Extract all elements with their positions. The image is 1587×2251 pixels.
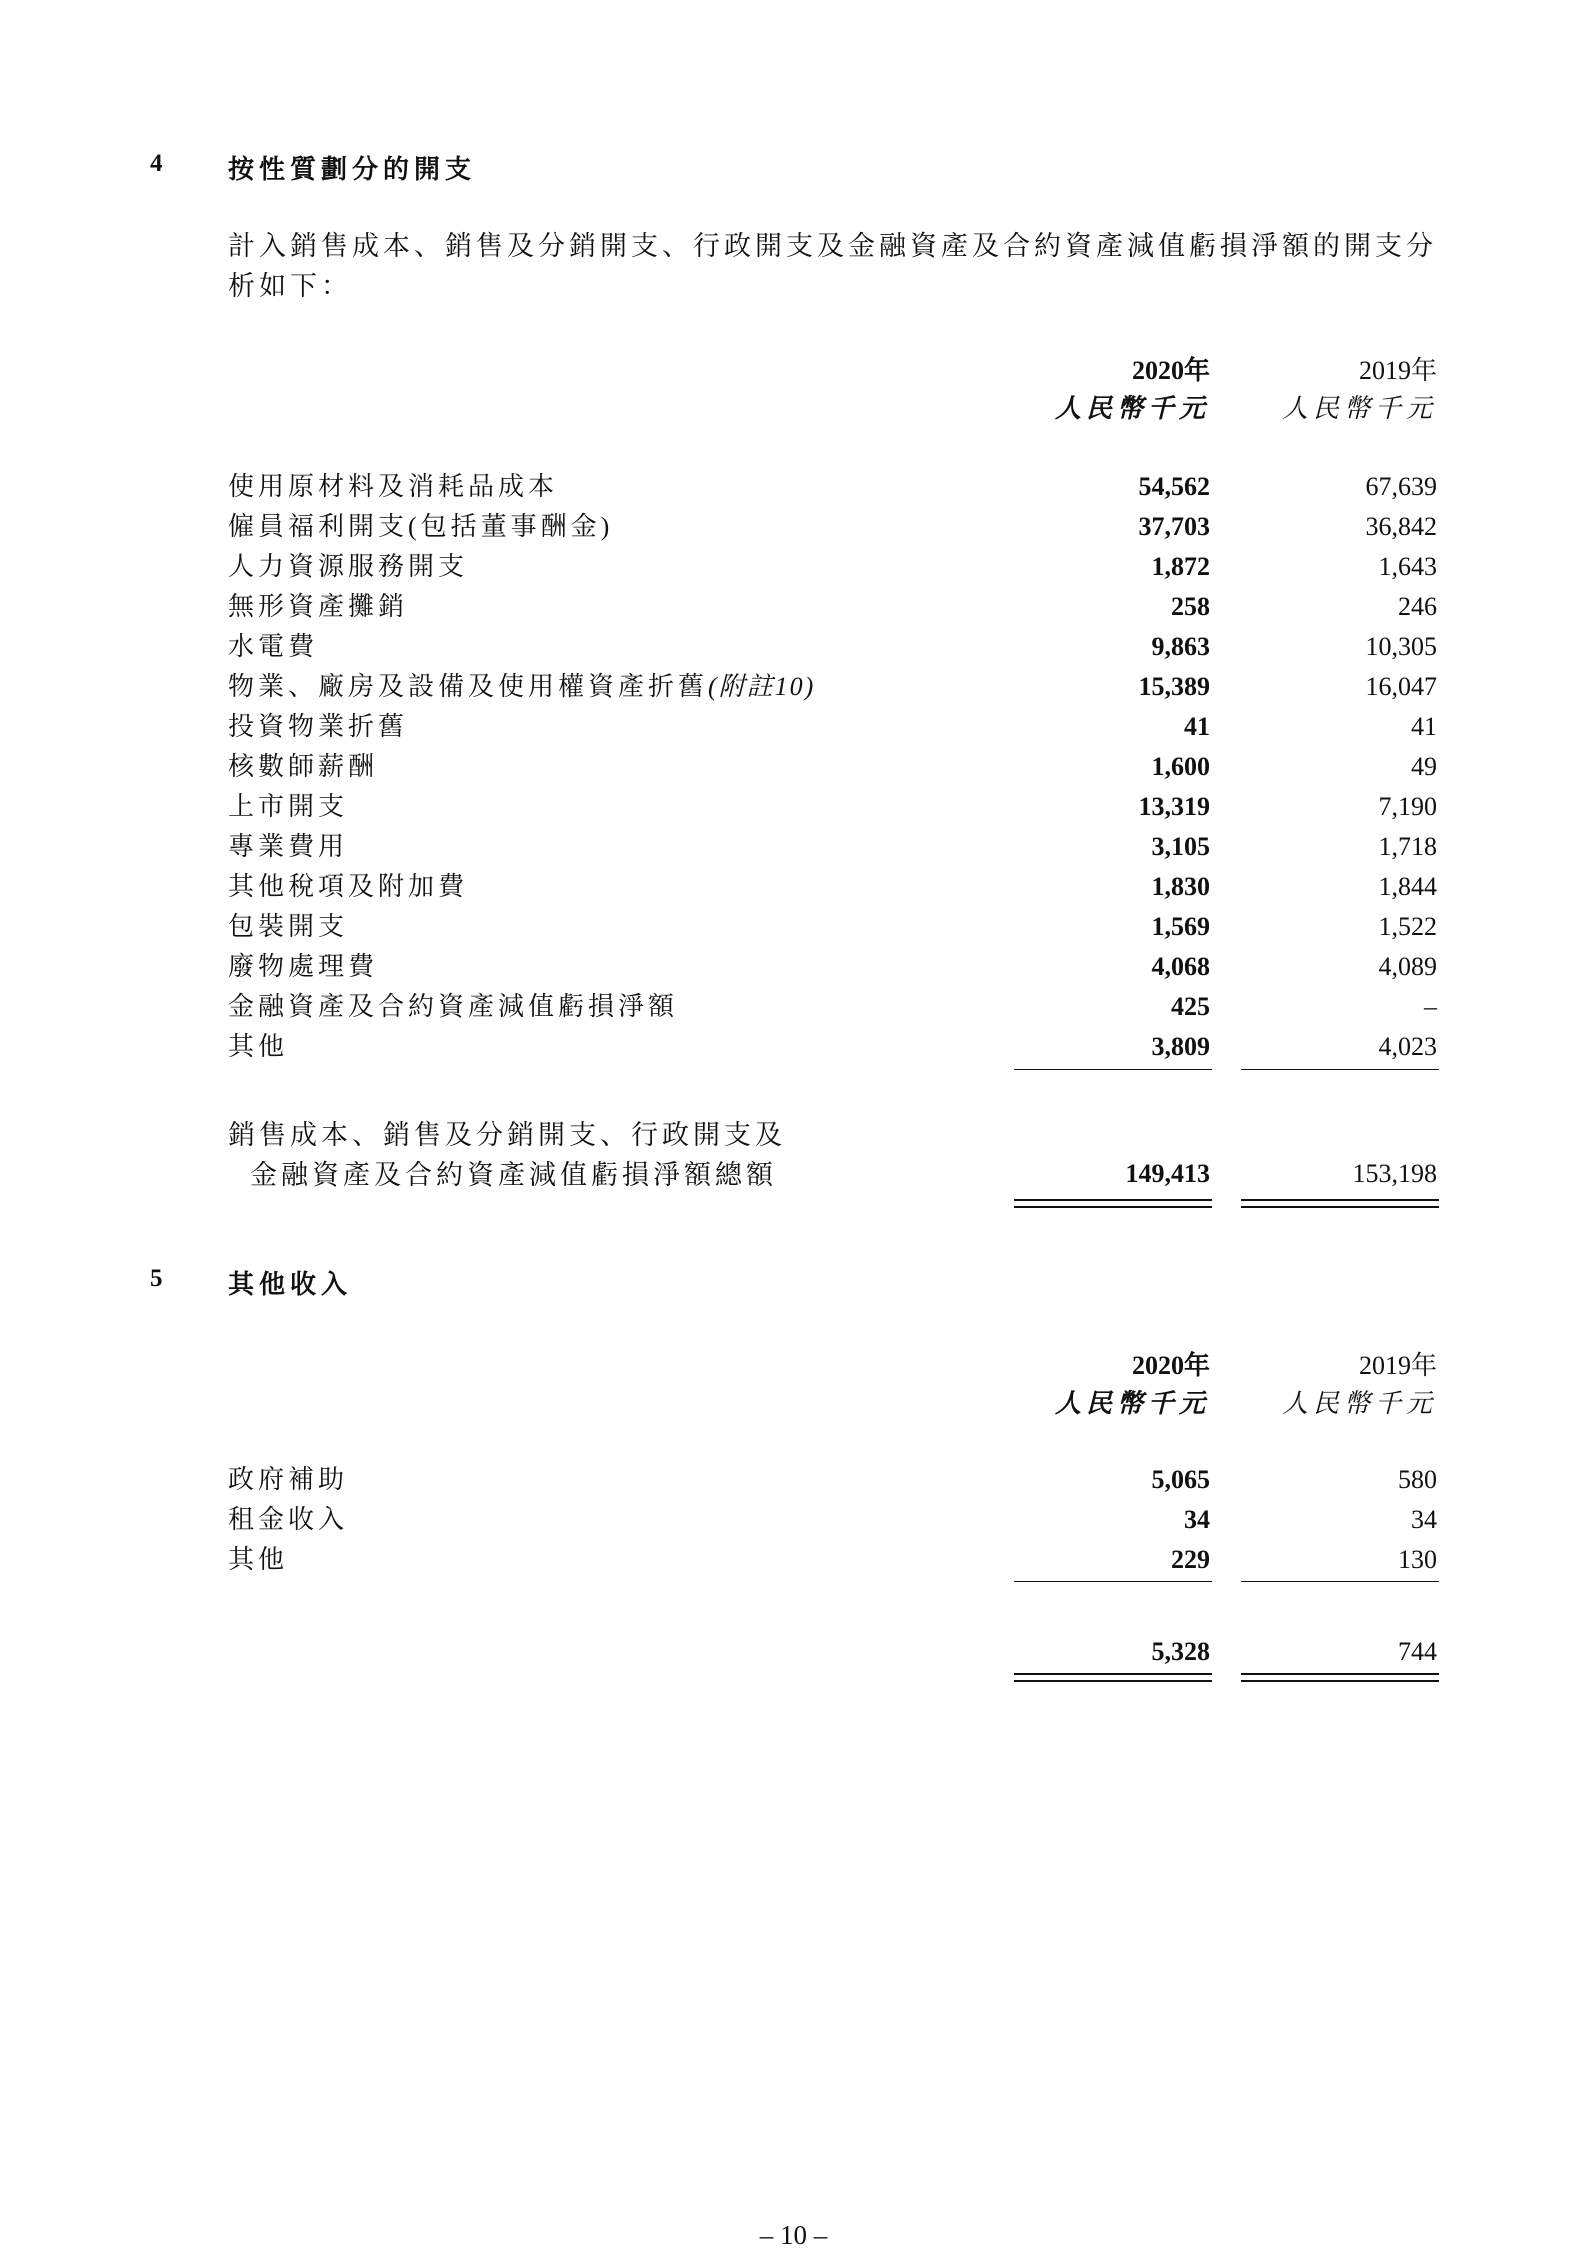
s4-total-label-line1: 銷售成本、銷售及分銷開支、行政開支及	[228, 1120, 786, 1150]
s5-col-2020-year: 2020年	[1131, 1351, 1210, 1380]
s4-total-2020: 149,413	[1125, 1159, 1210, 1188]
row-label: 政府補助	[228, 1465, 349, 1494]
row-value-2019: 1,718	[1378, 832, 1437, 861]
row-value-2020: 13,319	[1138, 792, 1210, 821]
row-value-2020: 3,809	[1151, 1032, 1210, 1061]
row-value-2020: 54,562	[1138, 472, 1210, 501]
section-5-title: 其他收入	[228, 1270, 353, 1299]
row-value-2019: –	[1424, 992, 1437, 1021]
row-value-2020: 425	[1171, 992, 1210, 1021]
row-value-2019: 1,643	[1378, 552, 1437, 581]
table-row	[0, 547, 1587, 587]
row-value-2019: 4,023	[1378, 1032, 1437, 1061]
row-value-2019: 49	[1411, 752, 1437, 781]
row-value-2019: 130	[1398, 1545, 1437, 1574]
row-label: 租金收入	[228, 1505, 349, 1534]
s5-total-2019: 744	[1398, 1637, 1437, 1666]
table-row	[0, 667, 1587, 707]
row-value-2020: 9,863	[1151, 632, 1210, 661]
table-row	[0, 627, 1587, 667]
table-row	[0, 1500, 1587, 1540]
row-value-2020: 1,600	[1151, 752, 1210, 781]
section-4-intro: 計入銷售成本、銷售及分銷開支、行政開支及金融資產及合約資產減值虧損淨額的開支分析如下：	[228, 231, 1437, 301]
table-row	[0, 507, 1587, 547]
s4-total-double-rule-2020	[1014, 1199, 1212, 1208]
s5-total-double-rule-2020	[1014, 1673, 1212, 1682]
table-row	[0, 987, 1587, 1027]
row-label: 包裝開支	[228, 912, 349, 941]
table-row	[0, 787, 1587, 827]
row-label: 人力資源服務開支	[228, 552, 469, 581]
table-row	[0, 827, 1587, 867]
s5-subtotal-rule-2020	[1014, 1581, 1212, 1582]
row-label: 廢物處理費	[228, 952, 379, 981]
row-label: 核數師薪酬	[228, 752, 379, 781]
row-value-2020: 41	[1184, 712, 1210, 741]
s5-col-2019-year: 2019年	[1358, 1351, 1437, 1380]
row-value-2020: 4,068	[1151, 952, 1210, 981]
row-value-2019: 36,842	[1365, 512, 1437, 541]
table-row	[0, 467, 1587, 507]
s5-subtotal-rule-2019	[1241, 1581, 1439, 1582]
row-label: 其他	[228, 1032, 289, 1061]
section-5-number: 5	[150, 1265, 163, 1292]
row-label-text: 物業、廠房及設備及使用權資產折舊	[228, 672, 709, 701]
row-value-2019: 1,844	[1378, 872, 1437, 901]
row-label: 水電費	[228, 632, 319, 661]
s4-total-double-rule-2019	[1241, 1199, 1439, 1208]
row-value-2020: 229	[1171, 1545, 1210, 1574]
table-row	[0, 1027, 1587, 1067]
s4-subtotal-rule-2019	[1241, 1069, 1439, 1070]
row-label: 其他	[228, 1545, 289, 1574]
s4-col-2020-year: 2020年	[1131, 356, 1210, 385]
s4-subtotal-rule-2020	[1014, 1069, 1212, 1070]
row-value-2020: 1,569	[1151, 912, 1210, 941]
table-row	[0, 747, 1587, 787]
row-value-2019: 580	[1398, 1465, 1437, 1494]
row-value-2020: 3,105	[1151, 832, 1210, 861]
s4-total-label-line2: 金融資產及合約資產減值虧損淨額總額	[250, 1160, 777, 1190]
row-label: 金融資產及合約資產減值虧損淨額	[228, 992, 679, 1021]
table-row	[0, 587, 1587, 627]
s5-total-double-rule-2019	[1241, 1673, 1439, 1682]
s5-col-2019-unit: 人民幣千元	[1281, 1389, 1437, 1418]
row-value-2020: 1,830	[1151, 872, 1210, 901]
section-4-number: 4	[150, 150, 163, 177]
row-value-2020: 5,065	[1151, 1465, 1210, 1494]
row-label: 投資物業折舊	[228, 712, 409, 741]
row-label: 無形資產攤銷	[228, 592, 409, 621]
table-row	[0, 867, 1587, 907]
row-value-2019: 4,089	[1378, 952, 1437, 981]
row-value-2020: 34	[1184, 1505, 1210, 1534]
row-label: 使用原材料及消耗品成本	[228, 472, 559, 501]
row-value-2020: 258	[1171, 592, 1210, 621]
row-value-2020: 15,389	[1138, 672, 1210, 701]
row-value-2019: 10,305	[1365, 632, 1437, 661]
table-row	[0, 1460, 1587, 1500]
page-number: – 10 –	[759, 2220, 828, 2250]
row-value-2019: 16,047	[1365, 672, 1437, 701]
table-row	[0, 707, 1587, 747]
row-value-2019: 7,190	[1378, 792, 1437, 821]
row-label: 上市開支	[228, 792, 349, 821]
row-label-note: (附註10)	[708, 672, 816, 701]
row-value-2019: 246	[1398, 592, 1437, 621]
row-value-2020: 1,872	[1151, 552, 1210, 581]
s4-col-2020-unit: 人民幣千元	[1054, 394, 1210, 423]
s4-col-2019-unit: 人民幣千元	[1281, 394, 1437, 423]
table-row	[0, 947, 1587, 987]
s4-total-2019: 153,198	[1352, 1159, 1437, 1188]
row-label	[228, 667, 815, 707]
row-value-2020: 37,703	[1138, 512, 1210, 541]
row-label: 專業費用	[228, 832, 349, 861]
row-value-2019: 1,522	[1378, 912, 1437, 941]
row-value-2019: 41	[1411, 712, 1437, 741]
table-row	[0, 907, 1587, 947]
row-value-2019: 67,639	[1365, 472, 1437, 501]
section-4-title: 按性質劃分的開支	[228, 155, 477, 184]
s4-col-2019-year: 2019年	[1358, 356, 1437, 385]
table-row	[0, 1540, 1587, 1580]
row-label: 其他稅項及附加費	[228, 872, 469, 901]
row-value-2019: 34	[1411, 1505, 1437, 1534]
row-label: 僱員福利開支(包括董事酬金)	[228, 512, 614, 541]
s5-total-2020: 5,328	[1151, 1637, 1210, 1666]
s5-col-2020-unit: 人民幣千元	[1054, 1389, 1210, 1418]
